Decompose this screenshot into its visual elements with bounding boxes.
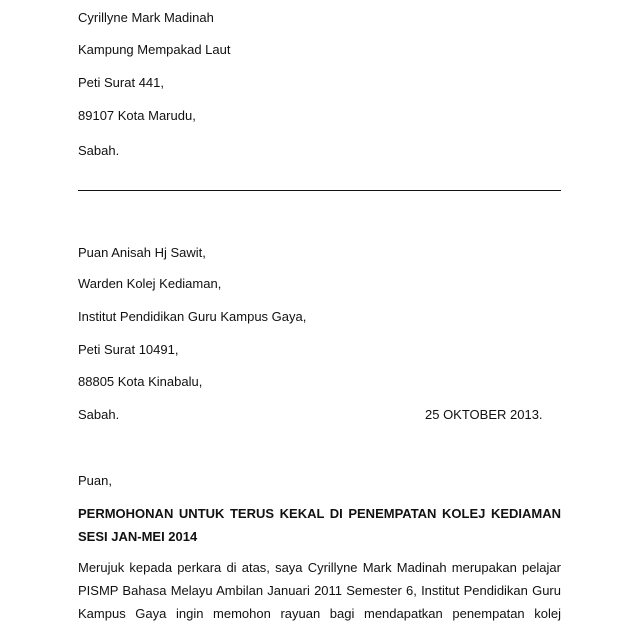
letter-date: 25 OKTOBER 2013.: [425, 407, 543, 422]
sender-line: Sabah.: [78, 143, 120, 158]
sender-line: Peti Surat 441,: [78, 75, 164, 90]
recipient-line: Puan Anisah Hj Sawit,: [78, 245, 206, 260]
body-text: PISMP Bahasa Melayu Ambilan Januari 2011 Semester 6, Institut Pendidikan Guru: [78, 583, 561, 598]
recipient-line: Peti Surat 10491,: [78, 342, 179, 357]
body-line: [78, 583, 561, 599]
body-text: Kampus Gaya ingin memohon rayuan bagi mendapatkan penempatan kolej: [78, 606, 561, 621]
divider: [78, 190, 561, 191]
subject-line: SESI JAN-MEI 2014: [78, 529, 198, 544]
recipient-line: 88805 Kota Kinabalu,: [78, 374, 203, 389]
recipient-line: Warden Kolej Kediaman,: [78, 276, 222, 291]
body-line: [78, 560, 561, 576]
sender-line: Kampung Mempakad Laut: [78, 42, 231, 57]
sender-line: 89107 Kota Marudu,: [78, 108, 196, 123]
recipient-line: Sabah.: [78, 407, 120, 422]
recipient-line: Institut Pendidikan Guru Kampus Gaya,: [78, 309, 307, 324]
sender-name: Cyrillyne Mark Madinah: [78, 10, 214, 25]
body-text: Merujuk kepada perkara di atas, saya Cyrillyne Mark Madinah merupakan pelajar: [78, 560, 561, 575]
body-line: [78, 606, 561, 622]
subject-text: PERMOHONAN UNTUK TERUS KEKAL DI PENEMPATAN KOLEJ KEDIAMAN: [78, 506, 561, 521]
salutation: Puan,: [78, 473, 112, 488]
subject-line: [78, 506, 561, 522]
